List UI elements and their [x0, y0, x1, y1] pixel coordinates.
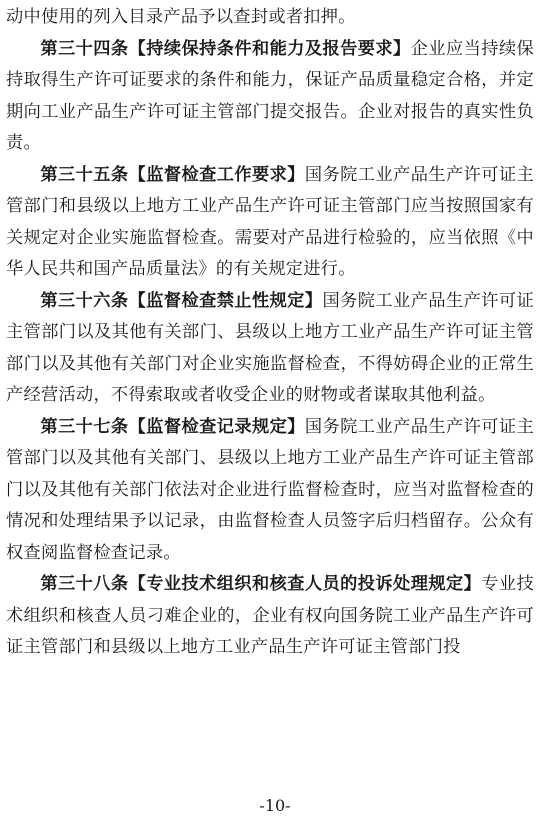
article-36-heading: 第三十六条【监督检查禁止性规定】: [40, 290, 323, 311]
article-38-body: 专业技术组织和核查人员刁难企业的，企业有权向国务院工业产品生产许可证主管部门和县级以上地方工业产品生产许可证主管部门投: [6, 574, 534, 657]
article-37: [6, 412, 534, 570]
article-37-body: 国务院工业产品生产许可证主管部门以及其他有关部门、县级以上地方工业产品生产许可证主管部门以及其他有关部门依法对企业进行监督检查时，应当对监督检查的情况和处理结果予以记录，由监督检查人员签字后归档留存。公众有权查阅监督检查记录。: [6, 416, 534, 563]
article-36-body: 国务院工业产品生产许可证主管部门以及其他有关部门、县级以上地方工业产品生产许可证主管部门以及其他有关部门对企业实施监督检查，不得妨碍企业的正常生产经营活动，不得索取或者收受企业的财物或者谋取其他利益。: [6, 290, 534, 405]
page-number: -10-: [259, 796, 291, 815]
article-37-heading: 第三十七条【监督检查记录规定】: [40, 416, 305, 437]
continuation-text: 动中使用的列入目录产品予以查封或者扣押。: [6, 7, 356, 27]
article-36: [6, 286, 534, 412]
article-35-body: 国务院工业产品生产许可证主管部门和县级以上地方工业产品生产许可证主管部门应当按照国家有关规定对企业实施监督检查。需要对产品进行检验的，应当依照《中华人民共和国产品质量法》的有关规定进行。: [6, 164, 534, 279]
article-35-heading: 第三十五条【监督检查工作要求】: [40, 164, 305, 185]
article-34-body: 企业应当持续保持取得生产许可证要求的条件和能力，保证产品质量稳定合格，并定期向工业产品生产许可证主管部门提交报告。企业对报告的真实性负责。: [6, 38, 534, 153]
document-body: [6, 2, 534, 664]
article-38-heading: 第三十八条【专业技术组织和核查人员的投诉处理规定】: [40, 574, 482, 594]
article-34-heading: 第三十四条【持续保持条件和能力及报告要求】: [40, 38, 411, 59]
continuation-paragraph: [6, 2, 534, 34]
article-34: [6, 34, 534, 160]
article-35: [6, 160, 534, 286]
article-38: [6, 569, 534, 664]
